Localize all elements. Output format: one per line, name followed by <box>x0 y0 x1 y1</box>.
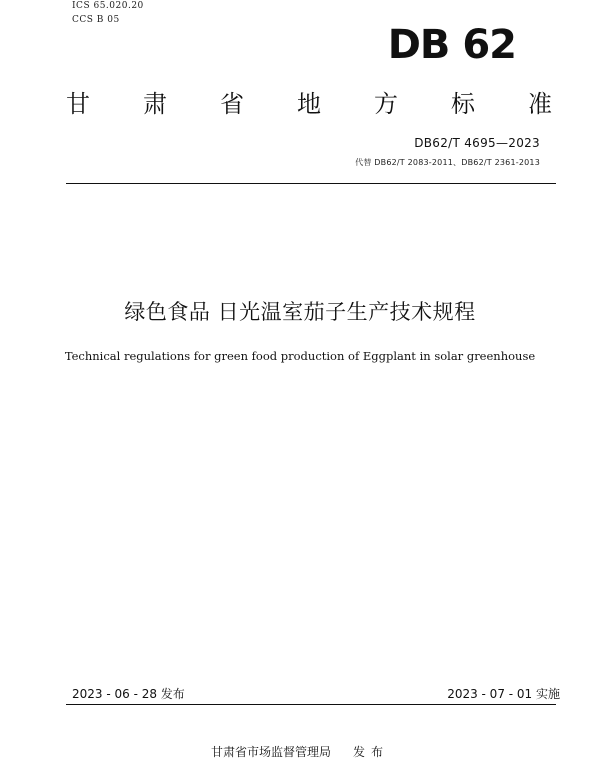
standard-type-char: 地 <box>297 90 321 118</box>
standard-number: DB62/T 4695—2023 <box>414 136 540 150</box>
standard-type-char: 省 <box>220 90 244 118</box>
title-english: Technical regulations for green food production of Eggplant in solar greenhouse <box>64 349 536 363</box>
top-divider <box>66 183 556 184</box>
standard-type-char: 甘 <box>66 90 90 118</box>
standard-type-char: 准 <box>528 90 552 118</box>
standard-type-char: 肃 <box>143 90 167 118</box>
standard-type-char: 标 <box>451 90 475 118</box>
ccs-code: CCS B 05 <box>72 15 120 25</box>
ics-code: ICS 65.020.20 <box>72 1 144 11</box>
title-chinese: 绿色食品 日光温室茄子生产技术规程 <box>124 300 476 324</box>
replaces-note: 代替 DB62/T 2083-2011、DB62/T 2361-2013 <box>355 158 540 167</box>
issuer-name: 甘肃省市场监督管理局 <box>210 745 331 759</box>
standard-type-char: 方 <box>374 90 398 118</box>
standard-type-heading <box>66 84 552 119</box>
issuer-action: 发布 <box>353 745 390 759</box>
issuer-line <box>0 743 600 760</box>
bottom-divider <box>66 704 556 705</box>
db62-logo: DB 62 <box>387 22 516 68</box>
issue-date: 2023 - 06 - 28 发布 <box>72 687 185 701</box>
implementation-date: 2023 - 07 - 01 实施 <box>447 687 560 701</box>
